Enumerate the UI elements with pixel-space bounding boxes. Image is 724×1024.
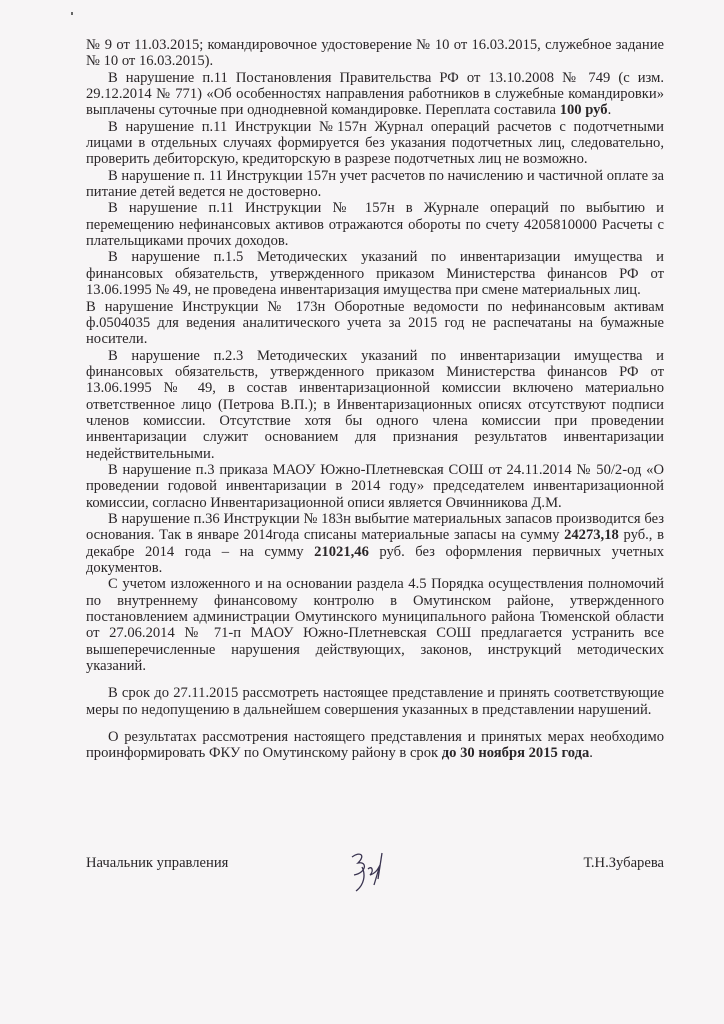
paragraph [86, 299, 664, 348]
text: С учетом изложенного и на основании раздела 4.5 Порядка осуществления полномочий по внутреннему финансовому контролю в Омутинском районе, утвержденного постановлением администрации Омутинского муниципального района Тюменской области от 27.06.2014 № 71-п МАОУ Южно-Плетневская СОШ предлагается устранить все вышеперечисленные нарушения действующих, законов, инструкций методических указаний. [86, 576, 664, 675]
paragraph [86, 200, 664, 249]
bold-text: 24273,18 [564, 527, 619, 544]
paragraph [86, 462, 664, 511]
paragraph [86, 70, 664, 119]
signatory-name: Т.Н.Зубарева [583, 855, 664, 871]
text: № 9 от 11.03.2015; командировочное удостоверение № 10 от 16.03.2015, служебное задание № 10 от 16.03.2015). [86, 37, 664, 70]
paragraph [86, 511, 664, 576]
bold-text: 21021,46 [314, 543, 369, 560]
bold-text: 100 руб [559, 102, 608, 119]
text: руб. без оформления первичных учетных документов. [86, 543, 664, 576]
text: В нарушение п.11 Инструкции №157н Журнал операций расчетов с подотчетными лицами в отдельных случаях формируется без указания подотчетных лиц, следовательно, проверить дебиторскую, кредиторскую в разрезе подотчетных лиц не возможно. [86, 118, 664, 168]
text: руб., в декабре 2014 года – на сумму [86, 527, 664, 560]
text: В нарушение п.1.5 Методических указаний по инвентаризации имущества и финансовых обязательств, утвержденного приказом Министерства финансов РФ от 13.06.1995 № 49, не проведена инвентаризация имущества при смене материальных лиц. [86, 249, 664, 299]
text: О результатах рассмотрения настоящего представления и принятых мерах необходимо проинформировать ФКУ по Омутинскому району в срок [86, 729, 664, 762]
paragraph [86, 348, 664, 462]
paragraph [86, 729, 664, 762]
text: В нарушение п.2.3 Методических указаний по инвентаризации имущества и финансовых обязательств, утвержденного приказом Министерства финансов РФ от 13.06.1995 № 49, в состав инвентаризационной комиссии включено материально ответственное лицо (Петрова В.П.); в Инвентаризационных описях отсутствуют подписи членов комиссии. Отсутствие хотя бы одного члена комиссии при проведении инвентаризации служит основанием для признания результатов инвентаризации недействительными. [86, 347, 664, 462]
bold-text: до 30 ноября 2015 года [441, 745, 590, 762]
text: В нарушение Инструкции № 173н Оборотные ведомости по нефинансовым активам ф.0504035 для ведения аналитического учета за 2015 год не распечатаны на бумажные носители. [86, 298, 664, 348]
text: В нарушение п.11 Постановления Правительства РФ от 13.10.2008 № 749 (с изм. 29.12.2014 № 771) «Об особенностях направления работников в служебные командировки» выплачены суточные при однодневной командировке. Переплата составила [86, 69, 664, 119]
paragraph [86, 168, 664, 201]
document-body [86, 37, 664, 762]
paragraph [86, 119, 664, 168]
text: В срок до 27.11.2015 рассмотреть настоящее представление и принять соответствующие меры по недопущению в дальнейшем совершения указанных в представлении нарушений. [86, 685, 664, 718]
scan-speck [71, 12, 73, 15]
paragraph [86, 685, 664, 718]
handwritten-signature [344, 845, 394, 895]
paragraph [86, 249, 664, 298]
text: . [589, 745, 593, 762]
signatory-position: Начальник управления [86, 855, 229, 871]
paragraph [86, 576, 664, 674]
text: В нарушение п.3 приказа МАОУ Южно-Плетневская СОШ от 24.11.2014 № 50/2-од «О проведении годовой инвентаризации в 2014 году» председателем инвентаризационной комиссии, согласно Инвентаризационной описи является Овчинникова Д.М. [86, 461, 664, 511]
text: . [607, 102, 612, 119]
text: В нарушение п.11 Инструкции № 157н в Журнале операций по выбытию и перемещению нефинансовых активов отражаются обороты по счету 4205810000 Расчеты с плательщиками прочих доходов. [86, 200, 664, 250]
text: В нарушение п. 11 Инструкции 157н учет расчетов по начислению и частичной оплате за питание детей ведется не достоверно. [86, 167, 664, 201]
text: В нарушение п.36 Инструкции № 183н выбытие материальных запасов производится без основания. Так в январе 2014года списаны материальные запасы на сумму [86, 510, 664, 544]
paragraph [86, 37, 664, 70]
